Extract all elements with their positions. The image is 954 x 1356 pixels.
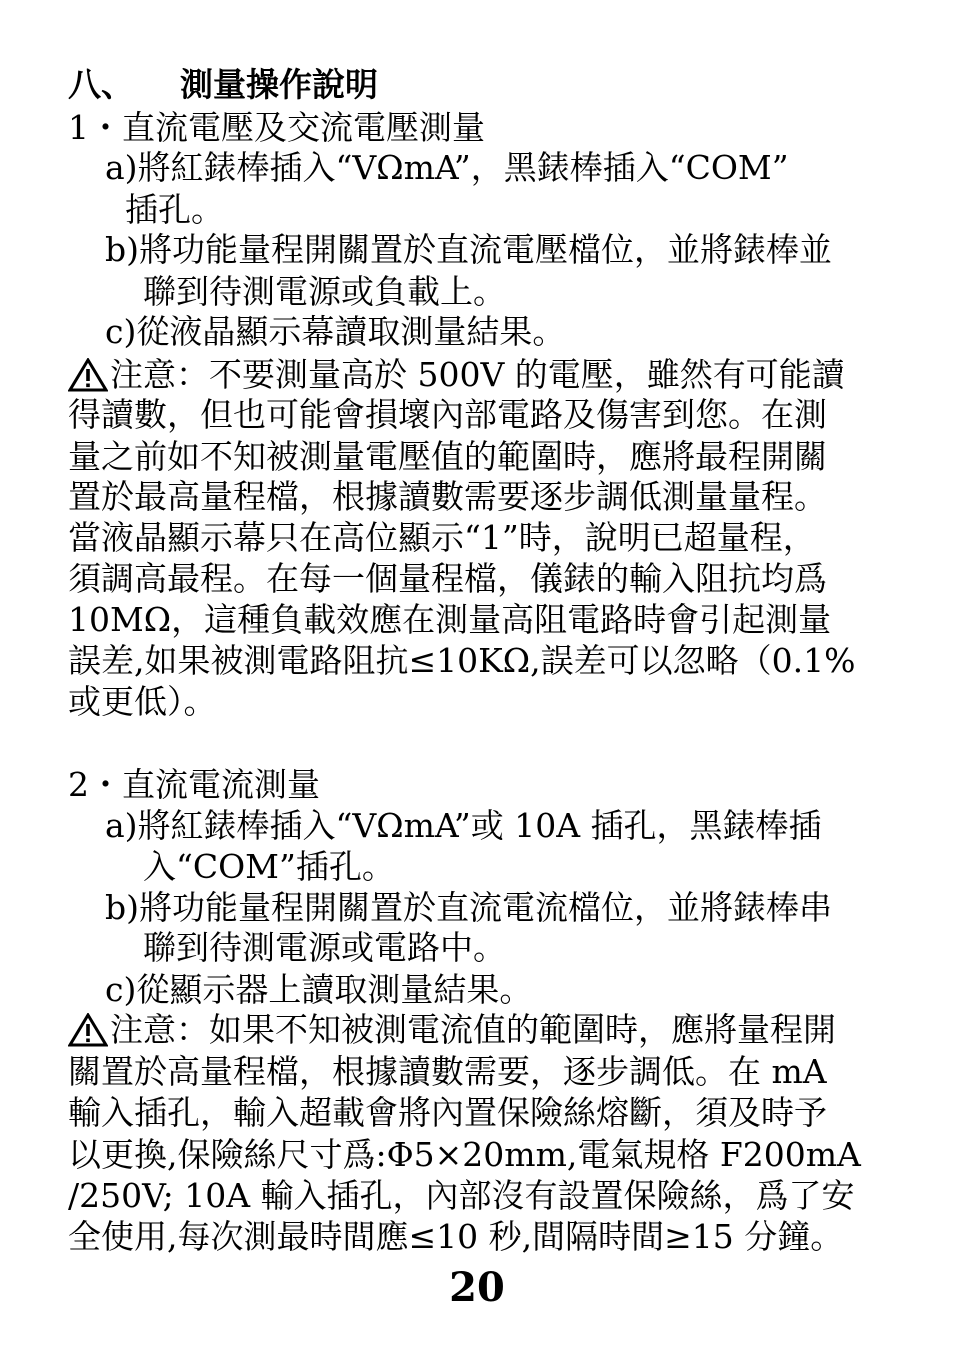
section-1-title: 1・直流電壓及交流電壓測量 — [68, 108, 485, 147]
section-2-note-line: /250V; 10A 輸入插孔，內部沒有設置保險絲，爲了安 — [68, 1176, 855, 1215]
section-1-step-a-cont: 插孔。 — [125, 190, 224, 229]
section-2-note-line: 以更換,保險絲尺寸爲:Φ5×20mm,電氣規格 F200mA — [68, 1135, 861, 1174]
section-1-step-c: c)從液晶顯示幕讀取測量結果。 — [105, 312, 566, 351]
section-1-note-line: 或更低）。 — [68, 682, 217, 721]
section-2-note — [68, 1010, 836, 1050]
section-2-step-b-cont: 聯到待測電源或電路中。 — [143, 928, 506, 967]
section-1-note-line: 注意：不要測量高於 500V 的電壓，雖然有可能讀 — [110, 355, 845, 394]
page-number: 20 — [449, 1264, 505, 1311]
section-1-note-line: 誤差,如果被測電路阻抗≤10KΩ,誤差可以忽略（0.1% — [68, 641, 856, 680]
section-1-note-line: 量之前如不知被測量電壓值的範圍時，應將最程開關 — [68, 437, 827, 476]
section-1-note-line: 置於最高量程檔，根據讀數需要逐步調低測量量程。 — [68, 477, 827, 516]
section-1-step-b-cont: 聯到待測電源或負載上。 — [143, 272, 506, 311]
section-2-step-a-cont: 入“COM”插孔。 — [143, 847, 395, 886]
section-2-title: 2・直流電流測量 — [68, 765, 320, 804]
chapter-number: 八、 — [68, 65, 134, 104]
section-1-note-line: 得讀數，但也可能會損壞內部電路及傷害到您。在測 — [68, 395, 827, 434]
section-1-note-line: 當液晶顯示幕只在高位顯示“1”時，說明已超量程， — [68, 518, 816, 557]
section-1-step-b: b)將功能量程開關置於直流電壓檔位，並將錶棒並 — [105, 230, 832, 269]
warning-icon — [68, 1013, 108, 1047]
warning-icon — [68, 358, 108, 392]
section-1-note-line: 須調高最程。在每一個量程檔，儀錶的輸入阻抗均爲 — [68, 559, 827, 598]
section-2-note-line: 注意：如果不知被測電流值的範圍時，應將量程開 — [110, 1010, 836, 1049]
section-2-note-line: 關置於高量程檔，根據讀數需要，逐步調低。在 mA — [68, 1052, 827, 1091]
section-1-step-a: a)將紅錶棒插入“VΩmA”，黑錶棒插入“COM” — [105, 148, 789, 187]
chapter-heading — [68, 65, 378, 105]
section-1-note-line: 10MΩ，這種負載效應在測量高阻電路時會引起測量 — [68, 600, 832, 639]
chapter-title: 測量操作說明 — [180, 65, 378, 104]
section-2-step-a: a)將紅錶棒插入“VΩmA”或 10A 插孔，黑錶棒插 — [105, 806, 822, 845]
section-2-note-line: 全使用,每次測最時間應≤10 秒,間隔時間≥15 分鐘。 — [68, 1217, 844, 1256]
section-2-step-c: c)從顯示器上讀取測量結果。 — [105, 970, 533, 1009]
section-2-note-line: 輸入插孔，輸入超載會將內置保險絲熔斷，須及時予 — [68, 1093, 827, 1132]
section-2-step-b: b)將功能量程開關置於直流電流檔位，並將錶棒串 — [105, 888, 832, 927]
section-1-note — [68, 355, 845, 395]
